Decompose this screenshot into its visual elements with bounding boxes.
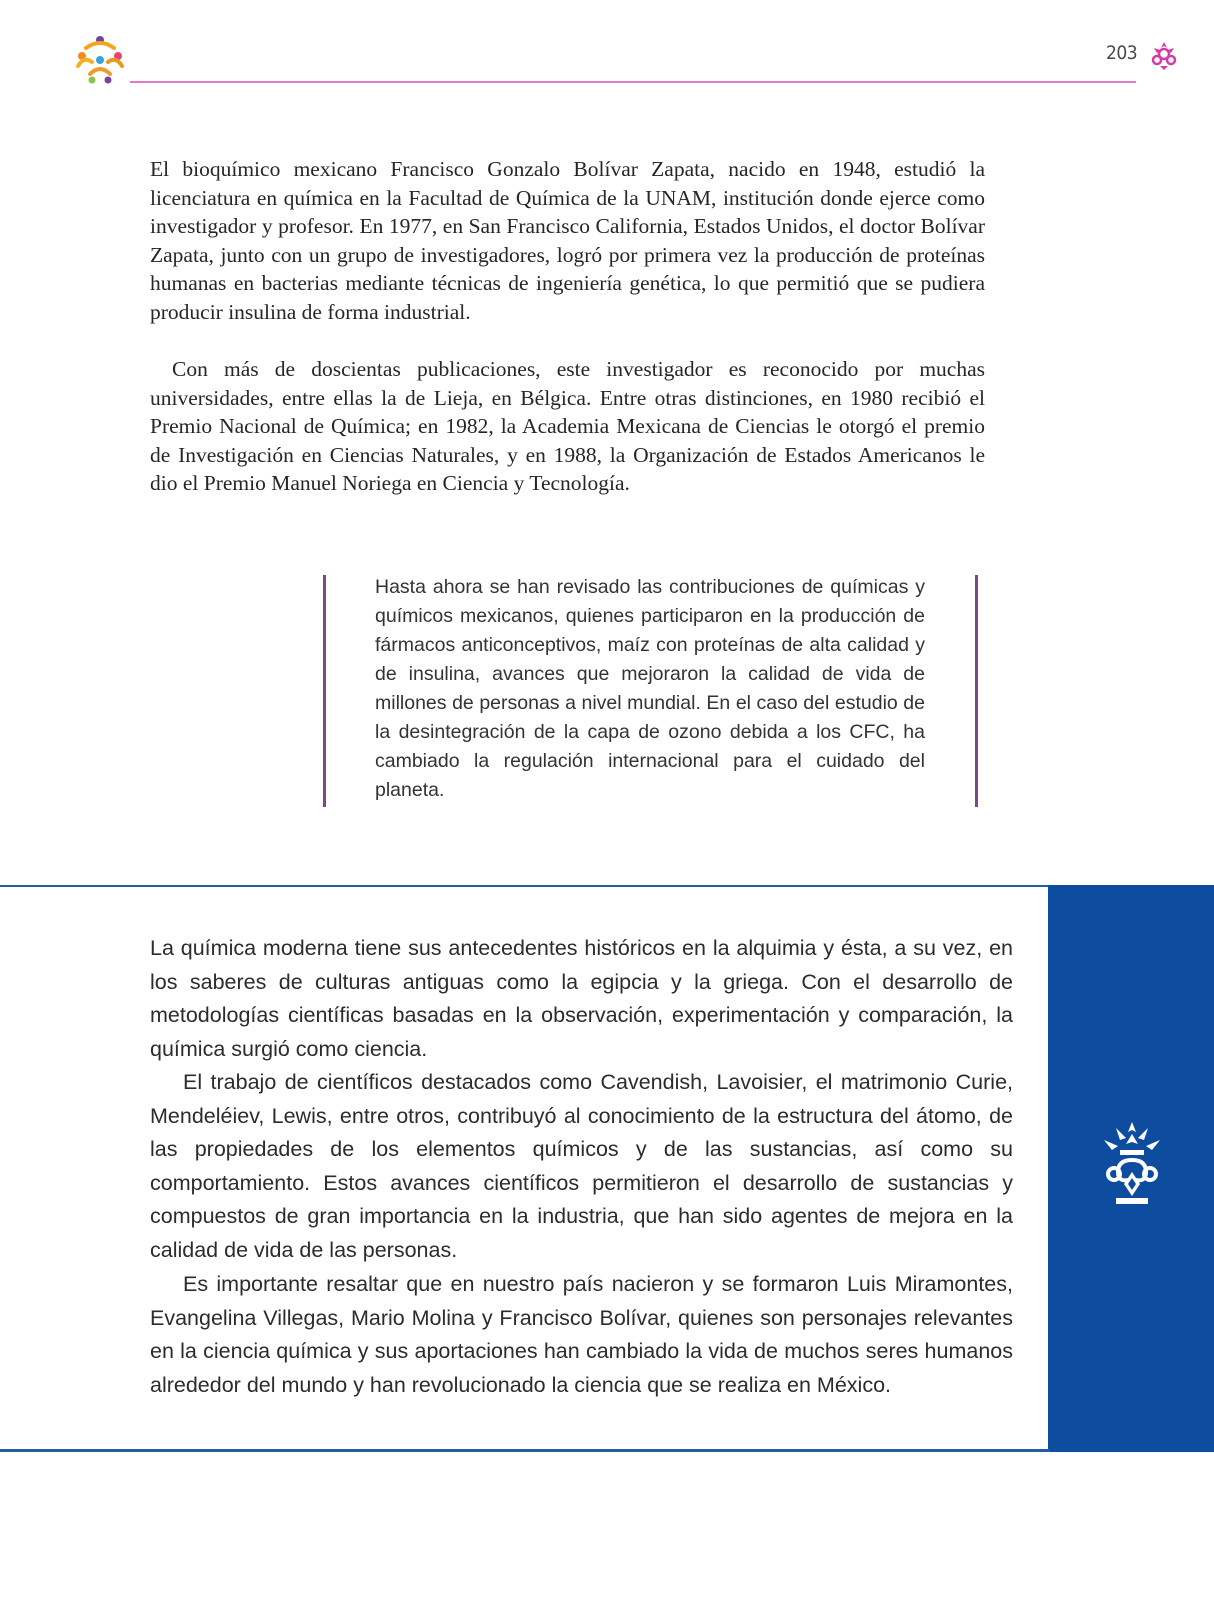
header-rule xyxy=(130,81,1136,83)
summary-paragraph: El trabajo de científicos destacados como Cavendish, Lavoisier, el matrimonio Curie, Mendeléiev, Lewis, entre otros, contribuyó al conocimiento de la estructura del átomo, de las propiedades de los elementos químicos y de las sustancias, así como su comportamiento. Estos avances científicos permitieron el desarrollo de sustancias y compuestos de gran importancia en la industria, que han sido agentes de mejora en la calidad de vida de las personas. xyxy=(150,1070,1013,1262)
floral-ornament-icon xyxy=(1150,40,1178,72)
callout-right-bar xyxy=(975,575,978,807)
summary-paragraph: La química moderna tiene sus antecedentes históricos en la alquimia y ésta, a su vez, en los saberes de culturas antiguas como la egipcia y la griega. Con el desarrollo de metodologías científicas basadas en la observación, experimentación y comparación, la química surgió como ciencia. xyxy=(150,936,1013,1061)
colored-dots-logo-icon xyxy=(72,34,128,86)
biography-paragraph: Con más de doscientas publicaciones, este investigador es reconocido por muchas universidades, entre ellas la de Lieja, en Bélgica. Entre otras distinciones, en 1980 recibió el Premio Nacional de Química; en 1982, la Academia Mexicana de Ciencias le otorgó el premio de Investigación en Ciencias Naturales, y en 1988, la Organización de Estados Americanos le dio el Premio Manuel Noriega en Ciencia y Tecnología. xyxy=(150,357,985,495)
callout-left-bar xyxy=(323,575,326,807)
biography-paragraph: El bioquímico mexicano Francisco Gonzalo Bolívar Zapata, nacido en 1948, estudió la licenciatura en química en la Facultad de Química de la UNAM, institución donde ejerce como investigador y profesor. En 1977, en San Francisco California, Estados Unidos, el doctor Bolívar Zapata, junto con un grupo de investigadores, logró por primera vez la producción de proteínas humanas en bacterias mediante técnicas de ingeniería genética, lo que permitió que se pudiera producir insulina de forma industrial. xyxy=(150,157,985,324)
summary-bottom-rule xyxy=(0,1449,1050,1452)
white-floral-ornament-icon xyxy=(1102,1122,1162,1206)
summary-top-rule xyxy=(0,885,1050,887)
callout-text: Hasta ahora se han revisado las contribuciones de químicas y químicos mexicanos, quienes participaron en la producción de fármacos anticonceptivos, maíz con proteínas de alta calidad y de insulina, avances que mejoraron la calidad de vida de millones de personas a nivel mundial. En el caso del estudio de la desintegración de la capa de ozono debida a los CFC, ha cambiado la regulación internacional para el cuidado del planeta. xyxy=(375,576,925,801)
summary-paragraph: Es importante resaltar que en nuestro país nacieron y se formaron Luis Miramontes, Evangelina Villegas, Mario Molina y Francisco Bolívar, quienes son personajes relevantes en la ciencia química y sus aportaciones han cambiado la vida de muchos seres humanos alrededor del mundo y han revolucionado la ciencia que se realiza en México. xyxy=(150,1272,1013,1397)
page-number: 203 xyxy=(1106,42,1138,64)
